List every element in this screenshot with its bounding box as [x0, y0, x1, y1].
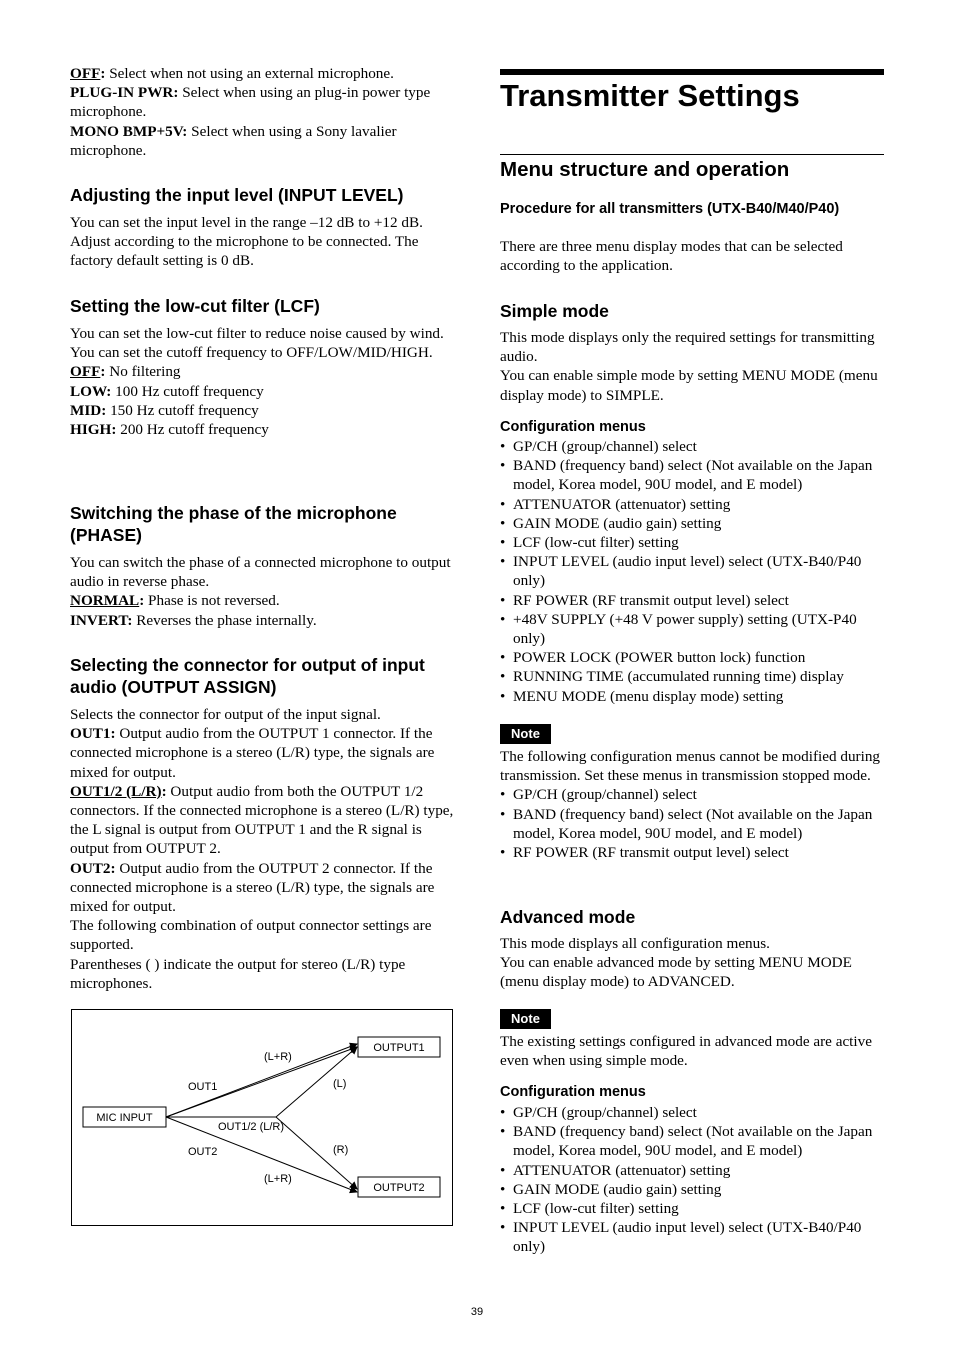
lcf-body: You can set the low-cut filter to reduce noise caused by wind. You can set the cutoff frequency to OFF/LOW/MID/HIGH. OFF: No filtering LOW: 100 Hz cutoff frequency MID: 150 Hz cutoff frequency HIGH: 200 Hz cutoff frequency	[70, 324, 455, 439]
advanced-config-heading: Configuration menus	[500, 1084, 646, 1100]
output1-box	[358, 1037, 440, 1057]
list-item: • ATTENUATOR (attenuator) setting	[500, 495, 884, 514]
simple-config-heading: Configuration menus	[500, 419, 646, 435]
note-badge: Note	[500, 1009, 551, 1029]
procedure-body: There are three menu display modes that can be selected according to the application.	[500, 238, 843, 275]
list-item: • GP/CH (group/channel) select	[500, 785, 884, 804]
list-item: • POWER LOCK (POWER button lock) function	[500, 648, 884, 667]
label-lr-top: (L+R)	[264, 1051, 292, 1063]
phase-option-invert: INVERT: Reverses the phase internally.	[70, 611, 317, 629]
assign-option-out12: OUT1/2 (L/R): Output audio from both the OUTPUT 1/2 connectors. If the connected microphone is a stereo (L/R) type, the L signal is output from OUTPUT 1 and the R signal is output from OUTPUT 2.	[70, 782, 454, 858]
simple-note-body: The following configuration menus cannot be modified during transmission. Set these menus in transmission stopped mode. • GP/CH (group/channel) select • BAND (frequency band) select (Not available on the Japan model, Korea model, 90U model, and E model) • RF POWER (RF transmit output level) select	[500, 747, 884, 862]
lcf-option-off: OFF: No filtering	[70, 363, 181, 381]
list-item: • LCF (low-cut filter) setting	[500, 533, 884, 552]
title-bar	[500, 69, 884, 75]
simple-config-list	[500, 437, 884, 706]
section-heading: Menu structure and operation	[500, 158, 790, 181]
list-item: • BAND (frequency band) select (Not available on the Japan model, Korea model, 90U model, and E model)	[500, 1122, 884, 1160]
phase-body: You can switch the phase of a connected microphone to output audio in reverse phase. NORMAL: Phase is not reversed. INVERT: Reverses the phase internally.	[70, 553, 455, 630]
label-out12: OUT1/2 (L/R)	[218, 1121, 285, 1133]
advanced-mode-body: This mode displays all configuration menus. You can enable advanced mode by setting MENU MODE (menu display mode) to ADVANCED.	[500, 935, 852, 991]
advanced-note-body: The existing settings configured in advanced mode are active even when using simple mode.	[500, 1033, 872, 1070]
svg-text:OUTPUT1: OUTPUT1	[373, 1042, 425, 1054]
label-l: (L)	[333, 1078, 347, 1090]
simple-mode-heading: Simple mode	[500, 301, 609, 321]
procedure-heading: Procedure for all transmitters (UTX-B40/M40/P40)	[500, 201, 840, 217]
label-out2: OUT2	[188, 1146, 218, 1158]
list-item: • MENU MODE (menu display mode) setting	[500, 687, 884, 706]
simple-mode-body: This mode displays only the required settings for transmitting audio. You can enable simple mode by setting MENU MODE (menu display mode) to SIMPLE.	[500, 329, 878, 404]
page-number: 39	[470, 1306, 484, 1318]
list-item: • RF POWER (RF transmit output level) select	[500, 843, 884, 862]
advanced-config-list	[500, 1103, 884, 1257]
list-item: • +48V SUPPLY (+48 V power supply) setting (UTX-P40 only)	[500, 610, 884, 648]
phase-heading: Switching the phase of the microphone (PHASE)	[70, 503, 397, 545]
output2-box	[358, 1177, 440, 1197]
advanced-mode-heading: Advanced mode	[500, 907, 636, 927]
list-item: • LCF (low-cut filter) setting	[500, 1199, 884, 1218]
svg-text:MIC INPUT: MIC INPUT	[96, 1112, 153, 1124]
option-off: OFF: Select when not using an external microphone.	[70, 65, 394, 82]
list-item: • RF POWER (RF transmit output level) select	[500, 591, 884, 610]
note-badge: Note	[500, 724, 551, 744]
option-plugin-pwr: PLUG-IN PWR: Select when using an plug-in power type microphone.	[70, 84, 431, 121]
output-assign-diagram	[71, 1009, 453, 1226]
list-item: • GAIN MODE (audio gain) setting	[500, 514, 884, 533]
input-level-body: You can set the input level in the range –12 dB to +12 dB. Adjust according to the microphone to be connected. The factory default setting is 0 dB.	[70, 214, 423, 270]
output-assign-heading: Selecting the connector for output of input audio (OUTPUT ASSIGN)	[70, 655, 425, 697]
list-item: • INPUT LEVEL (audio input level) select (UTX-B40/P40 only)	[500, 552, 884, 590]
list-item: • INPUT LEVEL (audio input level) select (UTX-B40/P40 only)	[500, 1218, 884, 1256]
lcf-option-high: HIGH: 200 Hz cutoff frequency	[70, 421, 269, 439]
label-r: (R)	[333, 1144, 349, 1156]
section-rule	[500, 154, 884, 155]
option-mono-bmp: MONO BMP+5V: Select when using a Sony lavalier microphone.	[70, 122, 397, 159]
list-item: • GAIN MODE (audio gain) setting	[500, 1180, 884, 1199]
label-lr-bottom: (L+R)	[264, 1173, 292, 1185]
list-item: • ATTENUATOR (attenuator) setting	[500, 1161, 884, 1180]
input-level-heading: Adjusting the input level (INPUT LEVEL)	[70, 185, 404, 205]
list-item: • GP/CH (group/channel) select	[500, 437, 884, 456]
assign-option-out1: OUT1: Output audio from the OUTPUT 1 connector. If the connected microphone is a stereo (L/R) type, the signals are mixed for output.	[70, 725, 435, 781]
list-item: • BAND (frequency band) select (Not available on the Japan model, Korea model, 90U model, and E model)	[500, 805, 884, 843]
list-item: • RUNNING TIME (accumulated running time) display	[500, 667, 884, 686]
lcf-heading: Setting the low-cut filter (LCF)	[70, 296, 320, 316]
list-item: • BAND (frequency band) select (Not available on the Japan model, Korea model, 90U model, and E model)	[500, 456, 884, 494]
label-out1: OUT1	[188, 1081, 218, 1093]
assign-option-out2: OUT2: Output audio from the OUTPUT 2 connector. If the connected microphone is a stereo (L/R) type, the signals are mixed for output.	[70, 859, 435, 916]
page-title: Transmitter Settings	[500, 78, 800, 113]
output-assign-body: Selects the connector for output of the input signal. OUT1: Output audio from the OUTPUT 1 connector. If the connected microphone is a stereo (L/R) type, the signals are mixed for output. OUT1/2 (L/R): Output audio from both the OUTPUT 1/2 connectors. If the connected microphone is a stereo (L/R) type, the L signal is output from OUTPUT 1 and the R signal is output from OUTPUT 2. OUT2: Output audio from the OUTPUT 2 connector. If the connected microphone is a stereo (L/R) type, the signals are mixed for output. The following combination of output connector settings are supported. Parentheses ( ) indicate the output for stereo (L/R) type microphones.	[70, 706, 454, 992]
mic-options	[70, 64, 455, 160]
svg-text:OUTPUT2: OUTPUT2	[373, 1182, 425, 1194]
list-item: • GP/CH (group/channel) select	[500, 1103, 884, 1122]
lcf-option-low: LOW: 100 Hz cutoff frequency	[70, 382, 264, 400]
lcf-option-mid: MID: 150 Hz cutoff frequency	[70, 401, 259, 419]
phase-option-normal: NORMAL: Phase is not reversed.	[70, 592, 280, 610]
mic-input-box	[83, 1107, 166, 1127]
